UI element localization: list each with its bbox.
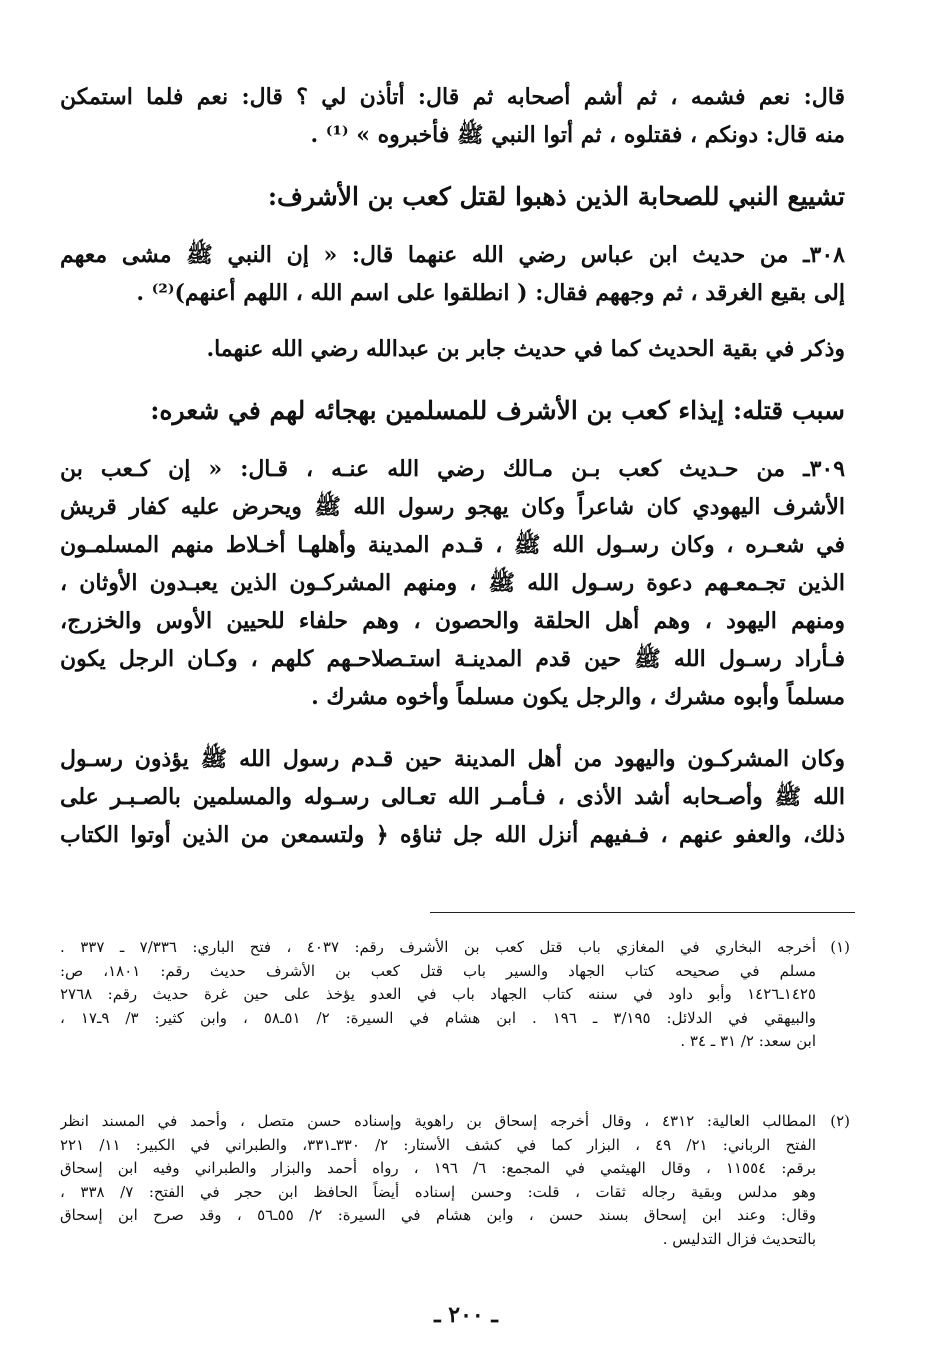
footnote-2-line-3: برقم: ١١٥٥٤ ، وقال الهيثمي في المجمع: ٦/ ١٩٦ ، رواه أحمد والبزار والطبراني وفيه ابن إسحاق <box>60 1159 816 1177</box>
footnote-2-line-1: المطالب العالية: ٤٣١٢ ، وقال أخرجه إسحاق بن راهوية وإسناده حسن متصل ، وأحمد في المسند انظر <box>60 1112 816 1130</box>
hadith-309-line-3: في شعـره ، وكان رسـول الله ﷺ ، قـدم المدينة وأهلهـا أخـلاط منهم المسلمـون <box>60 532 845 558</box>
hadith-309-line-7: مسلماً وأبوه مشرك ، والرجل يكون مسلماً وأخوه مشرك . <box>311 684 845 710</box>
paragraph-3-line-1: وكان المشركـون واليهود من أهل المدينة حين قـدم رسول الله ﷺ يؤذون رسـول <box>60 746 845 772</box>
intro-paragraph <box>60 78 845 154</box>
footnote-2-line-4: وهو مدلس وبقية رجاله ثقات ، قلت: وحسن إسناده أيضاً الحافظ ابن حجر في الفتح: ٧/ ٣٣٨ ، <box>60 1182 816 1201</box>
paragraph-3 <box>60 740 845 854</box>
section-heading-reason: سبب قتله: إيذاء كعب بن الأشرف للمسلمين بهجائه لهم في شعره: <box>150 396 845 425</box>
footnote-2-line-6: بالتحديث فزال التدليس . <box>662 1229 816 1248</box>
footnote-divider <box>430 912 855 913</box>
footnote-1 <box>60 936 850 1054</box>
hadith-309 <box>60 450 845 716</box>
intro-line-2: منه قال: دونكم ، فقتلوه ، ثم أتوا النبي ﷺ فأخبروه » ⁽¹⁾ . <box>310 122 845 148</box>
footnote-2-number: (٢) <box>830 1112 850 1130</box>
footnote-1-number: (١) <box>830 938 850 956</box>
hadith-309-line-5: ومنهم اليهود ، وهم أهل الحلقة والحصون ، وهم حلفاء للحيين الأوس والخزرج، <box>60 608 845 634</box>
paragraph-3-line-2: الله ﷺ وأصـحابه أشد الأذى ، فـأمـر الله تعـالى رسـوله والمسلمين بالصـبـر على <box>60 784 845 810</box>
remark-line: وذكر في بقية الحديث كما في حديث جابر بن عبدالله رضي الله عنهما. <box>206 336 845 362</box>
page-number: ـ ٢٠٠ ـ <box>434 1302 498 1328</box>
remark-paragraph <box>60 330 845 368</box>
footnote-1-line-3: ١٤٢٥ـ١٤٢٦ وأبو داود في سننه كتاب الجهاد باب في العدو يؤخذ على حين غرة حديث رقم: ٢٧٦٨ <box>60 985 816 1003</box>
footnote-2-line-2: الفتح الرباني: ٢١/ ٤٩ ، البزار كما في كشف الأستار: ٢/ ٣٣٠ـ٣٣١، والطبراني في الكبير: ١١/ ٢٢١ <box>60 1135 816 1154</box>
footnote-1-line-4: والبيهقي في الدلائل: ٣/١٩٥ ـ ١٩٦ . ابن هشام في السيرة: ٢/ ٥١ـ٥٨ ، وابن كثير: ٣/ ٩ـ١٧ ، <box>60 1008 816 1027</box>
footnote-2 <box>60 1110 850 1251</box>
hadith-309-line-1: ٣٠٩ـ من حـديث كعب بـن مـالك رضي الله عنـه ، قـال: « إن كـعب بن <box>60 456 845 482</box>
hadith-309-line-2: الأشرف اليهودي كان شاعراً وكان يهجو رسول الله ﷺ ويحرض عليه كفار قريش <box>60 494 845 520</box>
hadith-308-line-2: إلى بقيع الغرقد ، ثم وجههم فقال: ( انطلقوا على اسم الله ، اللهم أعنهم)⁽²⁾ . <box>136 280 845 306</box>
hadith-308-line-1: ٣٠٨ـ من حديث ابن عباس رضي الله عنهما قال: « إن النبي ﷺ مشى معهم <box>60 242 845 268</box>
footnote-1-line-2: مسلم في صحيحه كتاب الجهاد والسير باب قتل كعب بن الأشرف حديث رقم: ١٨٠١، ص: <box>60 961 816 980</box>
section-heading-farewell: تشييع النبي للصحابة الذين ذهبوا لقتل كعب بن الأشرف: <box>267 182 845 211</box>
footnote-2-line-5: وقال: وعند ابن إسحاق بسند حسن ، وابن هشام في السيرة: ٢/ ٥٥ـ٥٦ ، وقد صرح ابن إسحاق <box>60 1206 816 1224</box>
hadith-309-line-4: الذين تجـمعـهم دعوة رسـول الله ﷺ ، ومنهم المشركـون الذين يعبـدون الأوثان ، <box>60 570 845 596</box>
paragraph-3-line-3: ذلك، والعفو عنهم ، فـفيهم أنزل الله جل ثناؤه ﴿ ولتسمعن من الذين أوتوا الكتاب <box>60 822 845 848</box>
footnote-1-line-1: أخرجه البخاري في المغازي باب قتل كعب بن الأشرف رقم: ٤٠٣٧ ، فتح الباري: ٧/٣٣٦ ـ ٣٣٧ . <box>60 938 816 956</box>
footnote-1-line-5: ابن سعد: ٢/ ٣١ ـ ٣٤ . <box>680 1032 816 1050</box>
hadith-308 <box>60 236 845 312</box>
intro-line-1: قال: نعم فشمه ، ثم أشم أصحابه ثم قال: أتأذن لي ؟ قال: نعم فلما استمكن <box>60 84 845 110</box>
hadith-309-line-6: فـأراد رسـول الله ﷺ حين قدم المدينـة استـصلاحـهم كلهم ، وكـان الرجل يكون <box>60 646 845 672</box>
